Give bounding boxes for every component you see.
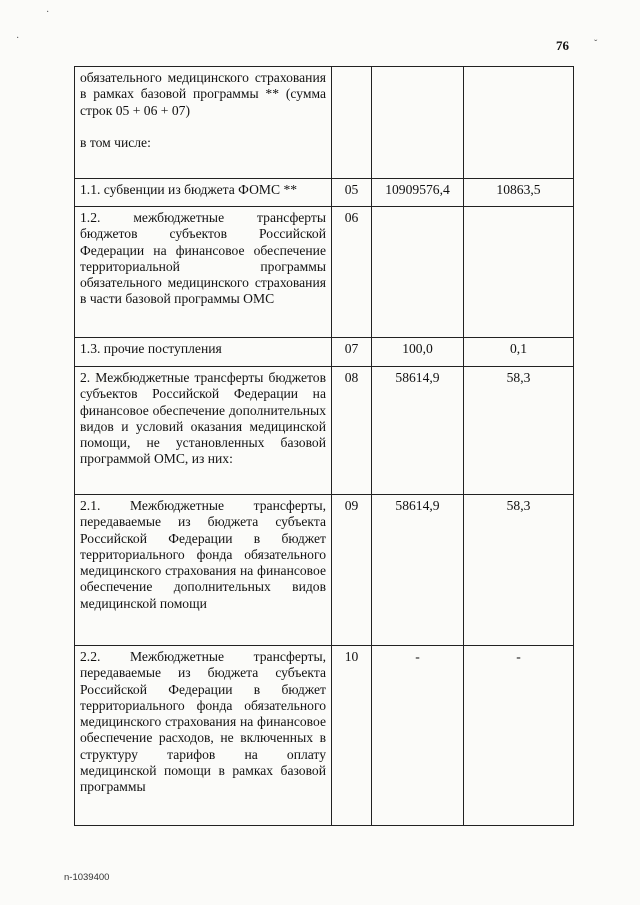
row-description: 2.1. Межбюджетные трансферты, передаваемые из бюджета субъекта Российской Федерации в бюджет территориального фонда обязательного медицинского страхования на финансовое обеспечение дополнительных видов медицинской помощи <box>75 495 332 646</box>
row-value-1: 100,0 <box>372 338 464 367</box>
row-value-2: 58,3 <box>464 367 574 495</box>
table-row <box>75 179 574 207</box>
row-description: 1.2. межбюджетные трансферты бюджетов субъектов Российской Федерации на финансовое обеспечение территориальной программы обязательного медицинского страхования в части базовой программы ОМС <box>75 207 332 338</box>
row-description: 2.2. Межбюджетные трансферты, передаваемые из бюджета субъекта Российской Федерации в бюджет территориального фонда обязательного медицинского страхования на финансовое обеспечение расходов, не включенных в структуру тарифов на оплату медицинской помощи в рамках базовой программы <box>75 646 332 826</box>
table-row <box>75 207 574 338</box>
scan-speck: · <box>46 7 50 18</box>
table-row <box>75 338 574 367</box>
row-value-1: 58614,9 <box>372 495 464 646</box>
row-value-1: 10909576,4 <box>372 179 464 207</box>
row-subtitle: в том числе: <box>80 134 151 150</box>
scan-speck: ˇ <box>594 39 598 50</box>
row-code: 08 <box>332 367 372 495</box>
row-code: 09 <box>332 495 372 646</box>
scan-speck: · <box>16 33 20 44</box>
table-row <box>75 646 574 826</box>
row-code <box>332 67 372 179</box>
row-description <box>75 67 332 179</box>
table-row <box>75 495 574 646</box>
row-value-2: 0,1 <box>464 338 574 367</box>
row-value-2: - <box>464 646 574 826</box>
row-value-2: 10863,5 <box>464 179 574 207</box>
row-value-1 <box>372 207 464 338</box>
row-code: 06 <box>332 207 372 338</box>
row-code: 10 <box>332 646 372 826</box>
row-value-2: 58,3 <box>464 495 574 646</box>
row-value-2 <box>464 207 574 338</box>
row-value-1 <box>372 67 464 179</box>
row-code: 05 <box>332 179 372 207</box>
row-description: 1.1. субвенции из бюджета ФОМС ** <box>75 179 332 207</box>
row-value-2 <box>464 67 574 179</box>
financial-table <box>74 66 574 826</box>
table-row <box>75 67 574 179</box>
page-number: 76 <box>556 38 569 53</box>
document-footer-code: n-1039400 <box>64 872 110 883</box>
row-value-1: - <box>372 646 464 826</box>
table-row <box>75 367 574 495</box>
row-code: 07 <box>332 338 372 367</box>
row-value-1: 58614,9 <box>372 367 464 495</box>
row-description-text: обязательного медицинского страхования в рамках базовой программы ** (сумма строк 05 + 06 + 07) <box>80 70 326 118</box>
row-description: 2. Межбюджетные трансферты бюджетов субъектов Российской Федерации на финансовое обеспечение дополнительных видов и условий оказания медицинской помощи, не установленных базовой программой ОМС, из них: <box>75 367 332 495</box>
row-description: 1.3. прочие поступления <box>75 338 332 367</box>
